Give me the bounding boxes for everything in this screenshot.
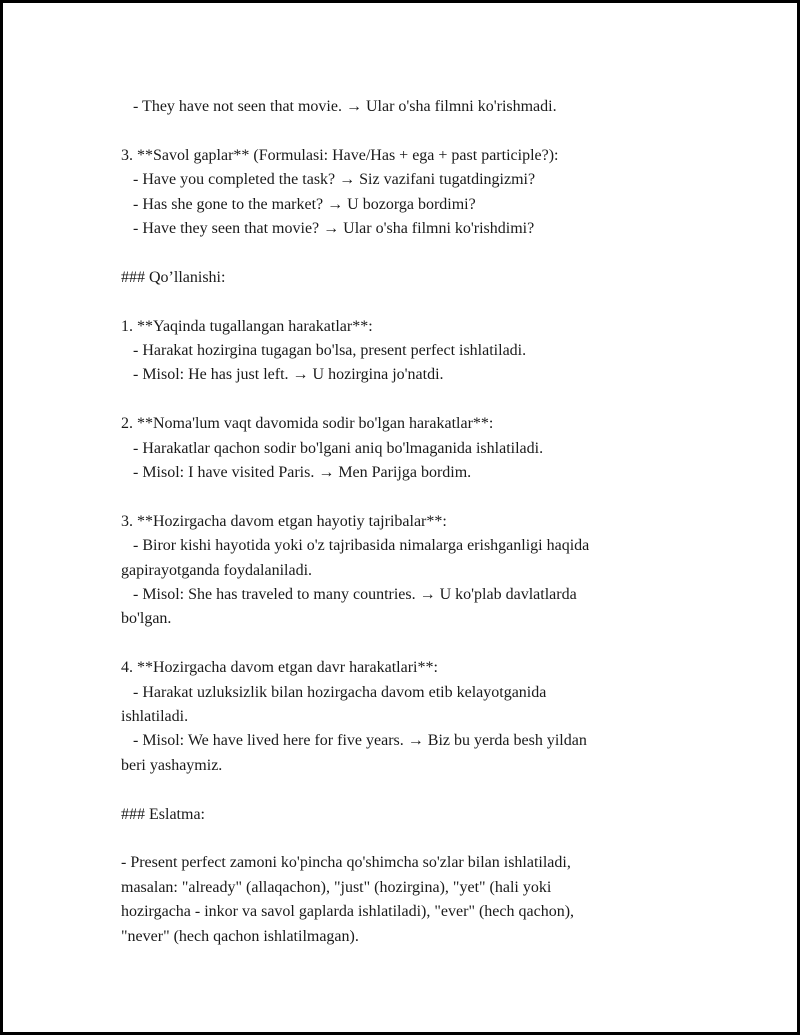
text-line: masalan: "already" (allaqachon), "just" (hozirgina), "yet" (hali yoki xyxy=(121,878,552,896)
section-heading: ### Eslatma: xyxy=(121,805,205,823)
text-line: - Harakat hozirgina tugagan bo'lsa, present perfect ishlatiladi. xyxy=(121,342,527,360)
text-line: - Misol: He has just left. → U hozirgina jo'natdi. xyxy=(121,366,444,384)
text-line: - Misol: I have visited Paris. → Men Parijga bordim. xyxy=(121,464,472,482)
text-line: - Present perfect zamoni ko'pincha qo'shimcha so'zlar bilan ishlatiladi, xyxy=(121,854,571,872)
text-line: - Have you completed the task? → Siz vazifani tugatdingizmi? xyxy=(121,171,536,189)
text-line: gapirayotganda foydalaniladi. xyxy=(121,561,313,579)
text-line: "never" (hech qachon ishlatilmagan). xyxy=(121,927,359,945)
text-line: - They have not seen that movie. → Ular o'sha filmni ko'rishmadi. xyxy=(121,98,557,115)
text-line: hozirgacha - inkor va savol gaplarda ishlatiladi), "ever" (hech qachon), xyxy=(121,903,575,921)
text-line: - Have they seen that movie? → Ular o'sha filmni ko'rishdimi? xyxy=(121,220,535,238)
blank-line xyxy=(121,827,681,851)
text-line: beri yashaymiz. xyxy=(121,756,223,774)
section-heading: ### Qo’llanishi: xyxy=(121,268,226,286)
text-line: 3. **Hozirgacha davom etgan hayotiy tajribalar**: xyxy=(121,512,447,530)
blank-line xyxy=(121,388,681,412)
blank-line xyxy=(121,632,681,656)
blank-line xyxy=(121,241,681,265)
text-line: bo'lgan. xyxy=(121,610,172,628)
blank-line xyxy=(121,119,681,143)
text-line: 3. **Savol gaplar** (Formulasi: Have/Has + ega + past participle?): xyxy=(121,146,559,164)
document-body xyxy=(121,95,681,949)
text-line: 4. **Hozirgacha davom etgan davr harakatlari**: xyxy=(121,659,438,677)
text-line: - Has she gone to the market? → U bozorga bordimi? xyxy=(121,195,476,213)
blank-line xyxy=(121,778,681,802)
blank-line xyxy=(121,485,681,509)
blank-line xyxy=(121,290,681,314)
text-line: - Harakat uzluksizlik bilan hozirgacha davom etib kelayotganida xyxy=(121,683,547,701)
text-line: 1. **Yaqinda tugallangan harakatlar**: xyxy=(121,317,373,335)
text-line: - Biror kishi hayotida yoki o'z tajribasida nimalarga erishganligi haqida xyxy=(121,537,590,555)
text-line: - Misol: We have lived here for five years. → Biz bu yerda besh yildan xyxy=(121,732,587,750)
text-line: ishlatiladi. xyxy=(121,708,189,726)
text-line: - Misol: She has traveled to many countries. → U ko'plab davlatlarda xyxy=(121,586,577,604)
text-line: 2. **Noma'lum vaqt davomida sodir bo'lgan harakatlar**: xyxy=(121,415,494,433)
text-line: - Harakatlar qachon sodir bo'lgani aniq bo'lmaganida ishlatiladi. xyxy=(121,439,544,457)
